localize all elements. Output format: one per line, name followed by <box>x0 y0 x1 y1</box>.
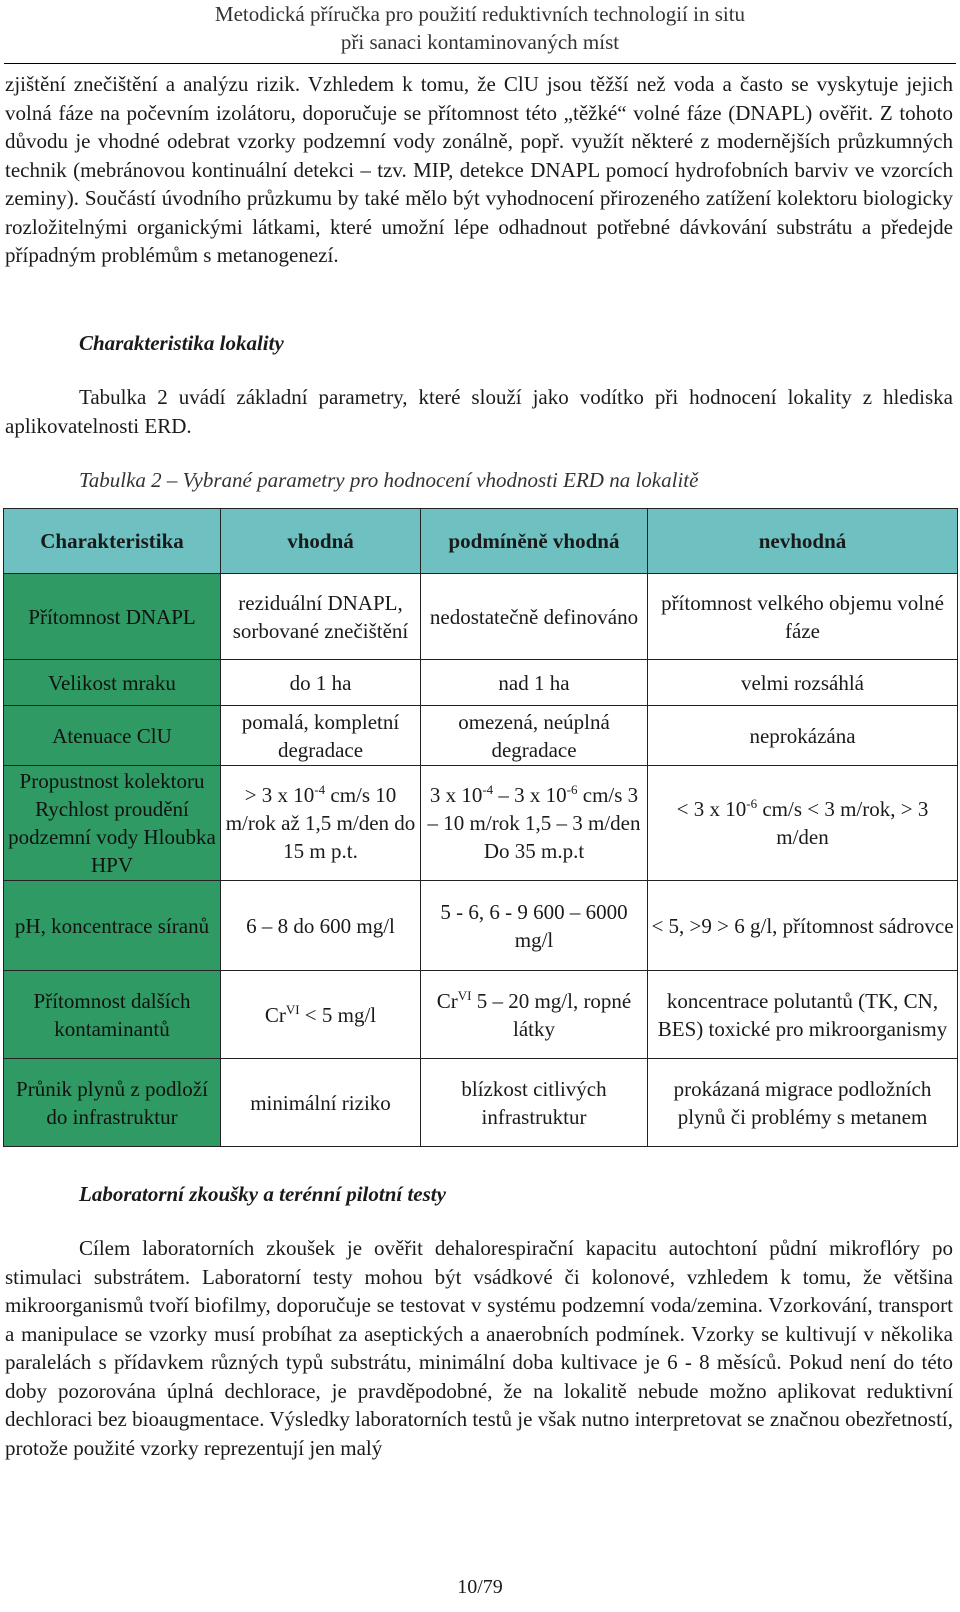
table-cell: $Cr^{VI}$ 5 – 20 mg/l, ropné látky <box>421 971 648 1059</box>
table-row <box>4 660 958 706</box>
table-cell: $Cr^{VI} < 5$ mg/l <box>221 971 421 1059</box>
row-label-cell: Velikost mraku <box>4 660 221 706</box>
table-cell: nedostatečně definováno <box>421 574 648 660</box>
section-lokalita-text: Tabulka 2 uvádí základní parametry, které slouží jako vodítko při hodnocení lokality z hlediska aplikovatelnosti ERD. <box>5 385 953 438</box>
header-divider <box>4 63 956 64</box>
table-row <box>4 971 958 1059</box>
table-cell: 6 – 8 do 600 mg/l <box>221 881 421 971</box>
table-cell: reziduální DNAPL, sorbované znečištění <box>221 574 421 660</box>
section-heading-laboratorni: Laboratorní zkoušky a terénní pilotní testy <box>79 1182 446 1206</box>
table-cell: prokázaná migrace podložních plynů či problémy s metanem <box>648 1059 958 1147</box>
table-header-cell: podmíněně vhodná <box>421 509 648 574</box>
row-label-cell: Přítomnost dalších kontaminantů <box>4 971 221 1059</box>
table-row <box>4 574 958 660</box>
table-cell: velmi rozsáhlá <box>648 660 958 706</box>
section-laboratorni-text: Cílem laboratorních zkoušek je ověřit dehalorespirační kapacitu autochtoní půdní mikroflóry po stimulaci substrátem. Laboratorní testy mohou být vsádkové či kolonové, vzhledem k tomu, že většina mikroorganismů tvoří biofilmy, doporučuje se testovat v systému podzemní voda/zemina. Vzorkování, transport a manipulace se vzorky musí probíhat za aseptických a anaerobních podmínek. Vzorky se kultivují v několika paralelách s přídavkem různých typů substrátu, minimální doba kultivace je 6 - 8 měsíců. Pokud není do této doby pozorována úplná dechlorace, je pravděpodobné, že na lokalitě nebude možno aplikovat reduktivní dechloraci bez bioaugmentace. Výsledky laboratorních testů je však nutno interpretovat se značnou obezřetností, protože použité vzorky reprezentují jen malý <box>5 1236 953 1460</box>
table-cell: 5 - 6, 6 - 9 600 – 6000 mg/l <box>421 881 648 971</box>
intro-paragraph: zjištění znečištění a analýzu rizik. Vzhledem k tomu, že ClU jsou těžší než voda a často se vyskytuje jejich volná fáze na počevním izolátoru, doporučuje se přítomnost této „těžké“ volné fáze (DNAPL) ověřit. Z tohoto důvodu je vhodné odebrat vzorky podzemní vody zonálně, popř. využít některé z modernějších průzkumných technik (mebránovou kontinuální detekci – tzv. MIP, detekce DNAPL pomocí hydrofobních barviv ve vzorcích zeminy). Součástí úvodního průzkumu by také mělo být vyhodnocení přirozeného zatížení kolektoru biologicky rozložitelnými organickými látkami, které umožní lépe odhadnout potřebné dávkování substrátu a předejde případným problémům s metanogenezí. <box>5 72 953 267</box>
table-header-row <box>4 509 958 574</box>
table-row <box>4 706 958 766</box>
table-row <box>4 1059 958 1147</box>
table-cell: 3 x $10^{-4} - 3$ x $10^{-6}$ cm/s 3 – 10 m/rok 1,5 – 3 m/den Do 35 m.p.t <box>421 766 648 881</box>
table-cell: blízkost citlivých infrastruktur <box>421 1059 648 1147</box>
table-cell: do 1 ha <box>221 660 421 706</box>
table-header-cell: nevhodná <box>648 509 958 574</box>
row-label-cell: Atenuace ClU <box>4 706 221 766</box>
table-cell: neprokázána <box>648 706 958 766</box>
page-number: 10/79 <box>457 1576 503 1598</box>
table-header-cell: vhodná <box>221 509 421 574</box>
row-label-cell: Propustnost kolektoru Rychlost proudění podzemní vody Hloubka HPV <box>4 766 221 881</box>
table-row <box>4 881 958 971</box>
page-header <box>0 0 960 56</box>
row-label-cell: Přítomnost DNAPL <box>4 574 221 660</box>
row-label-cell: pH, koncentrace síranů <box>4 881 221 971</box>
header-title-line1: Metodická příručka pro použití reduktivních technologií in situ <box>214 2 746 26</box>
table-cell: minimální riziko <box>221 1059 421 1147</box>
table-cell: přítomnost velkého objemu volné fáze <box>648 574 958 660</box>
table-caption: Tabulka 2 – Vybrané parametry pro hodnocení vhodnosti ERD na lokalitě <box>79 468 699 492</box>
table-header-cell: Charakteristika <box>4 509 221 574</box>
row-label-cell: Průnik plynů z podloží do infrastruktur <box>4 1059 221 1147</box>
table-cell: koncentrace polutantů (TK, CN, BES) toxické pro mikroorganismy <box>648 971 958 1059</box>
section-heading-lokalita: Charakteristika lokality <box>79 331 284 355</box>
table-cell: > 3 x $10^{-4}$ cm/s 10 m/rok až 1,5 m/den do 15 m p.t. <box>221 766 421 881</box>
table-cell: < 5, >9 > 6 g/l, přítomnost sádrovce <box>648 881 958 971</box>
table-cell: nad 1 ha <box>421 660 648 706</box>
table-cell: pomalá, kompletní degradace <box>221 706 421 766</box>
table-cell: < 3 x $10^{-6}$ cm/s < 3 m/rok, > 3 m/den <box>648 766 958 881</box>
table-cell: omezená, neúplná degradace <box>421 706 648 766</box>
table-row <box>4 766 958 881</box>
parameters-table <box>3 508 958 1147</box>
header-title-line2: při sanaci kontaminovaných míst <box>340 30 620 54</box>
